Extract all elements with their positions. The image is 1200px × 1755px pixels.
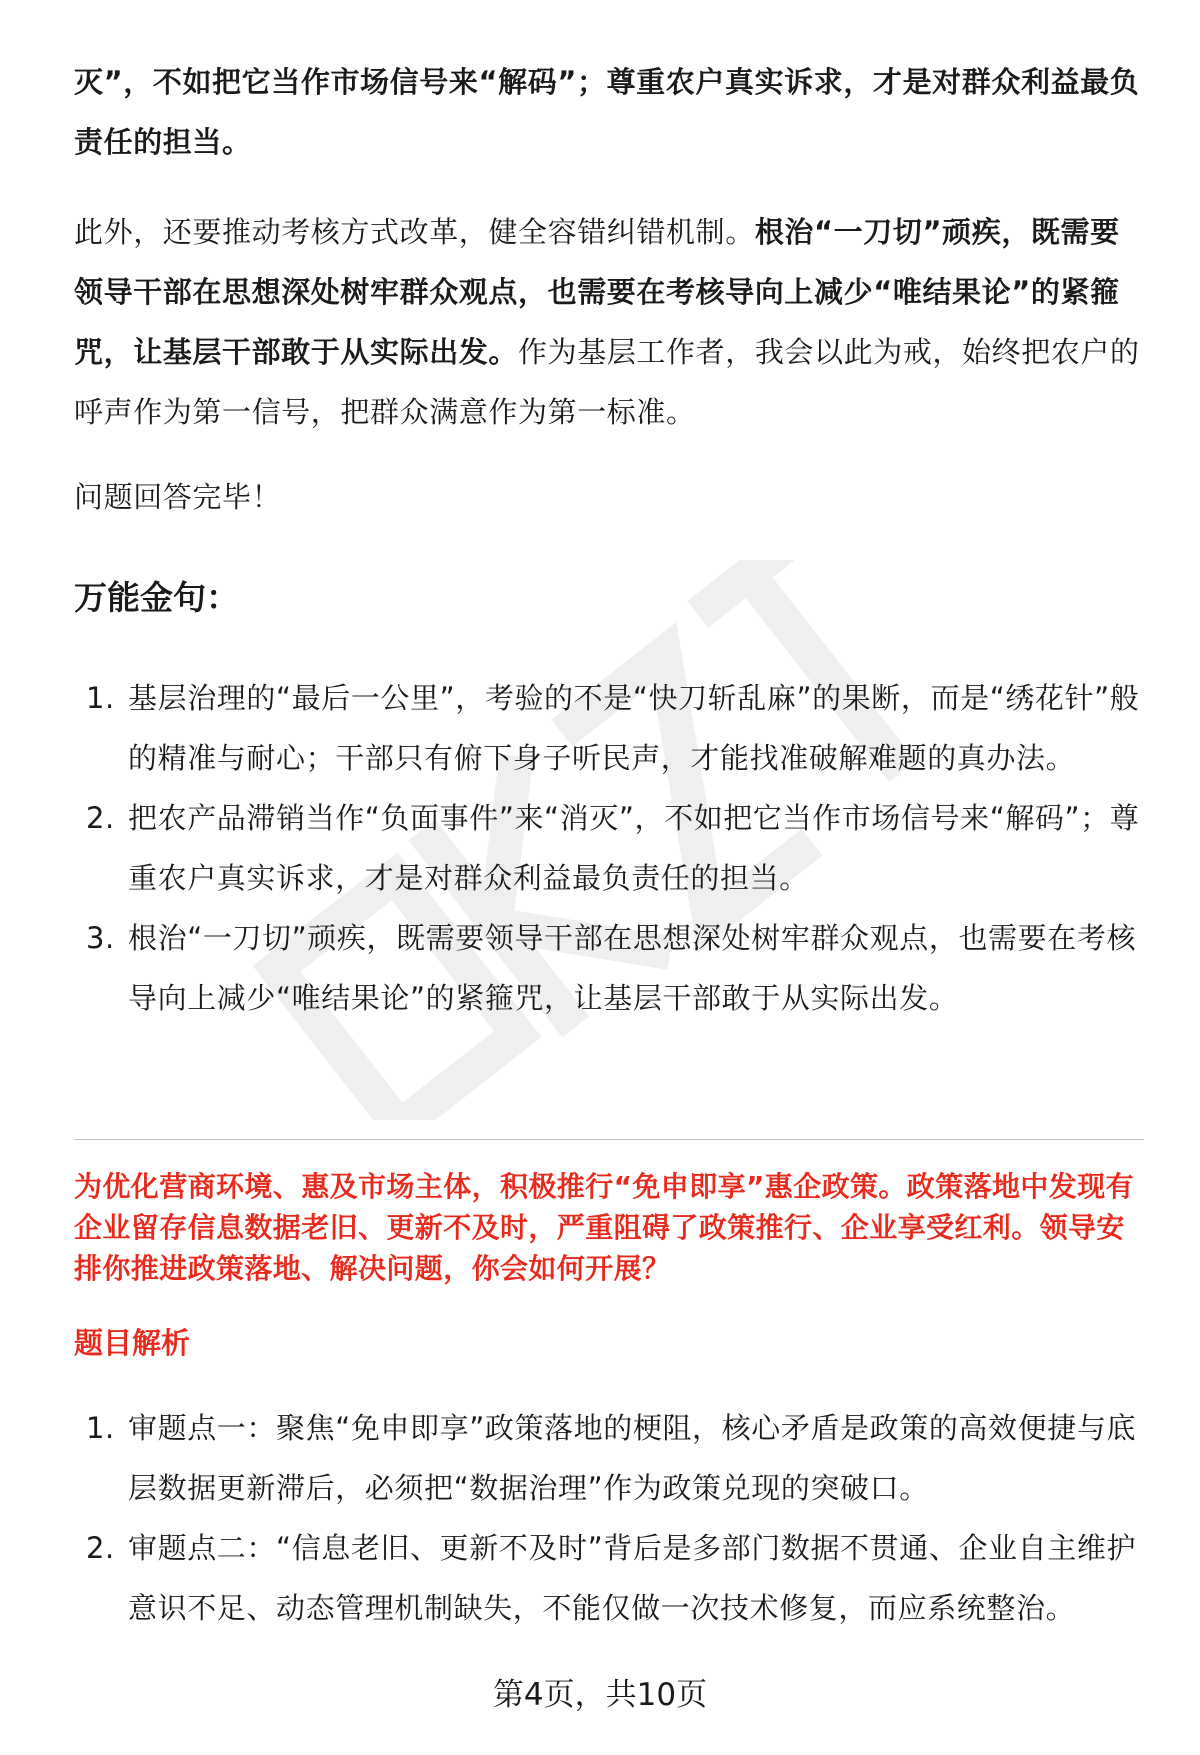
paragraph-reform-emphasis: 根治“一刀切”顽疾，既需要领导干部在思想深处树牢群众观点，也需要在考核导向上减少“唯结果论”的紧箍咒，让基层干部敢于从实际出发。 bbox=[74, 215, 1120, 369]
list-number: 1. bbox=[86, 681, 115, 715]
list-text: 审题点一：聚焦“免申即享”政策落地的梗阻，核心矛盾是政策的高效便捷与底层数据更新滞后，必须把“数据治理”作为政策兑现的突破口。 bbox=[128, 1411, 1137, 1505]
paragraph-reform-tail: 作为基层工作者，我会以此为戒，始终把农户的呼声作为第一信号，把群众满意作为第一标准。 bbox=[74, 335, 1140, 429]
paragraph-reform bbox=[74, 202, 1144, 442]
answer-complete: 问题回答完毕！ bbox=[74, 480, 282, 514]
golden-sentences-heading: 万能金句： bbox=[74, 578, 239, 617]
list-item bbox=[74, 908, 1144, 1028]
list-item bbox=[74, 788, 1144, 908]
golden-sentences-list bbox=[74, 668, 1144, 1028]
list-text: 根治“一刀切”顽疾，既需要领导干部在思想深处树牢群众观点，也需要在考核导向上减少“唯结果论”的紧箍咒，让基层干部敢于从实际出发。 bbox=[128, 921, 1137, 1015]
analysis-list bbox=[74, 1398, 1144, 1638]
paragraph-continuation: 灭”，不如把它当作市场信号来“解码”；尊重农户真实诉求，才是对群众利益最负责任的担当。 bbox=[74, 65, 1140, 159]
list-number: 2. bbox=[86, 1531, 115, 1565]
list-item bbox=[74, 1398, 1144, 1518]
list-text: 审题点二：“信息老旧、更新不及时”背后是多部门数据不贯通、企业自主维护意识不足、动态管理机制缺失，不能仅做一次技术修复，而应系统整治。 bbox=[128, 1531, 1137, 1625]
question-prompt: 为优化营商环境、惠及市场主体，积极推行“免申即享”惠企政策。政策落地中发现有企业留存信息数据老旧、更新不及时，严重阻碍了政策推行、企业享受红利。领导安排你推进政策落地、解决问题，你会如何开展？ bbox=[74, 1170, 1135, 1285]
paragraph-reform-lead: 此外，还要推动考核方式改革，健全容错纠错机制。 bbox=[74, 215, 755, 249]
list-item bbox=[74, 1518, 1144, 1638]
list-text: 把农产品滞销当作“负面事件”来“消灭”，不如把它当作市场信号来“解码”；尊重农户真实诉求，才是对群众利益最负责任的担当。 bbox=[128, 801, 1140, 895]
analysis-heading: 题目解析 bbox=[74, 1326, 191, 1360]
list-number: 2. bbox=[86, 801, 115, 835]
list-item bbox=[74, 668, 1144, 788]
list-number: 1. bbox=[86, 1411, 115, 1445]
list-text: 基层治理的“最后一公里”，考验的不是“快刀斩乱麻”的果断，而是“绣花针”般的精准与耐心；干部只有俯下身子听民声，才能找准破解难题的真办法。 bbox=[128, 681, 1140, 775]
page-footer: 第4页，共10页 bbox=[492, 1677, 708, 1713]
section-divider bbox=[74, 1139, 1144, 1140]
list-number: 3. bbox=[86, 921, 115, 955]
